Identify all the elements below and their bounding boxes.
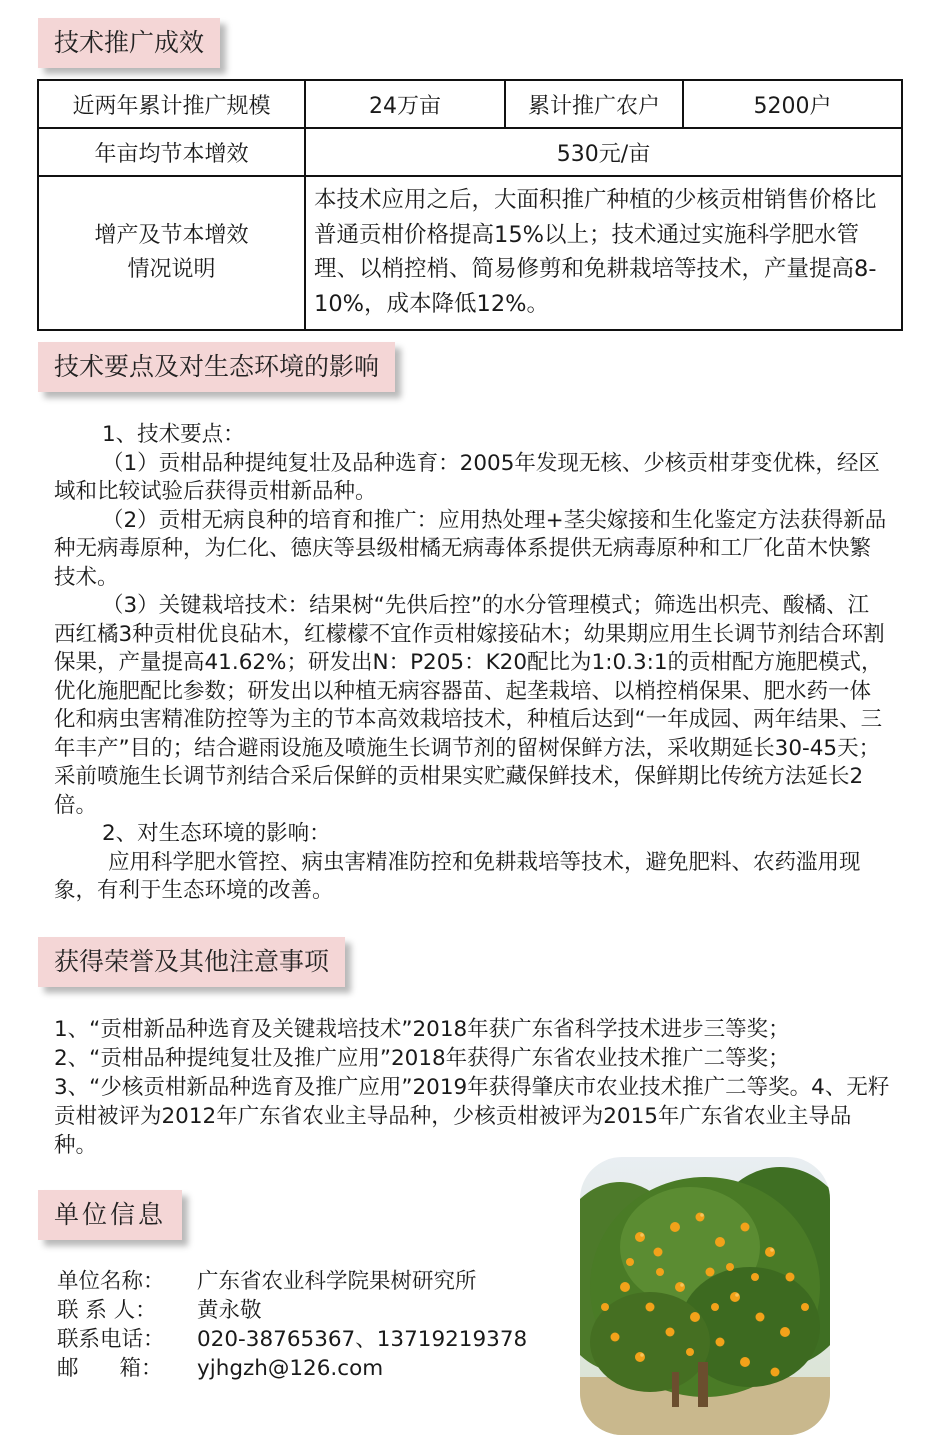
citrus-tree-illustration [580, 1157, 830, 1435]
points-heading: 1、技术要点： [102, 422, 245, 447]
section-title-tech-points: 技术要点及对生态环境的影响 [38, 342, 395, 392]
email-row [57, 1354, 527, 1383]
email-label: 邮 箱： [57, 1356, 163, 1381]
contact-row [57, 1296, 527, 1325]
benefit-label: 年亩均节本增效 [38, 128, 305, 176]
farmers-value: 5200户 [683, 80, 902, 128]
stats-table [37, 79, 903, 331]
scale-label: 近两年累计推广规模 [38, 80, 305, 128]
benefit-value: 530元/亩 [305, 128, 902, 176]
point-3: （3）关键栽培技术：结果树“先供后控”的水分管理模式；筛选出枳壳、酸橘、江西红橘3种贡柑优良砧木，红檬檬不宜作贡柑嫁接砧木；幼果期应用生长调节剂结合环割保果，产量提高41.62%；研发出N：P205：K20配比为1:0.3:1的贡柑配方施肥模式，优化施肥配比参数；研发出以种植无病容器苗、起垄栽培、以梢控梢保果、肥水药一体化和病虫害精准防控等为主的节本高效栽培技术，种植后达到“一年成园、两年结果、三年丰产”目的；结合避雨设施及喷施生长调节剂的留树保鲜方法，采收期延长30-45天；采前喷施生长调节剂结合采后保鲜的贡柑果实贮藏保鲜技术，保鲜期比传统方法延长2倍。 [54, 593, 885, 818]
farmers-label: 累计推广农户 [505, 80, 683, 128]
unit-info [57, 1267, 527, 1383]
citrus-tree-photo [580, 1157, 830, 1435]
unit-name-label: 单位名称： [57, 1269, 165, 1294]
unit-name-row [57, 1267, 527, 1296]
section-title-honors: 获得荣誉及其他注意事项 [38, 937, 345, 987]
point-1: （1）贡柑品种提纯复壮及品种选育：2005年发现无核、少核贡柑芽变优株，经区域和比较试验后获得贡柑新品种。 [54, 450, 880, 504]
stats-row-benefit [38, 128, 902, 176]
description-text: 本技术应用之后，大面积推广种植的少核贡柑销售价格比普通贡柑价格提高15%以上；技术通过实施科学肥水管理、以梢控梢、简易修剪和免耕栽培等技术，产量提高8-10%，成本降低12%。 [305, 176, 902, 330]
section-title-unit: 单位信息 [38, 1190, 182, 1240]
phone-value: 020-38765367、13719219378 [197, 1327, 528, 1352]
honor-1: 1、“贡柑新品种选育及关键栽培技术”2018年获广东省科学技术进步三等奖； [54, 1017, 790, 1042]
unit-name-value: 广东省农业科学院果树研究所 [197, 1269, 477, 1294]
eco-impact: 应用科学肥水管控、病虫害精准防控和免耕栽培等技术，避免肥料、农药滥用现象，有利于生态环境的改善。 [54, 849, 861, 903]
honors-body [54, 1015, 890, 1160]
contact-label: 联 系 人： [57, 1298, 157, 1323]
stats-row-description [38, 176, 902, 330]
description-label [38, 176, 305, 330]
description-label-line2: 情况说明 [127, 257, 216, 282]
contact-value: 黄永敬 [197, 1298, 262, 1323]
point-2: （2）贡柑无病良种的培育和推广：应用热处理+茎尖嫁接和生化鉴定方法获得新品种无病毒原种，为仁化、德庆等县级柑橘无病毒体系提供无病毒原种和工厂化苗木快繁技术。 [54, 507, 887, 590]
section-title-effect: 技术推广成效 [38, 18, 220, 68]
stats-row-scale [38, 80, 902, 128]
honor-2: 2、“贡柑品种提纯复壮及推广应用”2018年获得广东省农业技术推广二等奖； [54, 1046, 790, 1071]
eco-heading: 2、对生态环境的影响： [102, 821, 331, 846]
description-label-line1: 增产及节本增效 [94, 223, 249, 248]
tech-points-body [54, 421, 890, 906]
scale-value: 24万亩 [305, 80, 505, 128]
honor-3: 3、“少核贡柑新品种选育及推广应用”2019年获得肇庆市农业技术推广二等奖。4、无籽贡柑被评为2012年广东省农业主导品种，少核贡柑被评为2015年广东省农业主导品种。 [54, 1075, 890, 1158]
phone-row [57, 1325, 527, 1354]
phone-label: 联系电话： [57, 1327, 165, 1352]
email-value: yjhgzh@126.com [197, 1356, 384, 1381]
